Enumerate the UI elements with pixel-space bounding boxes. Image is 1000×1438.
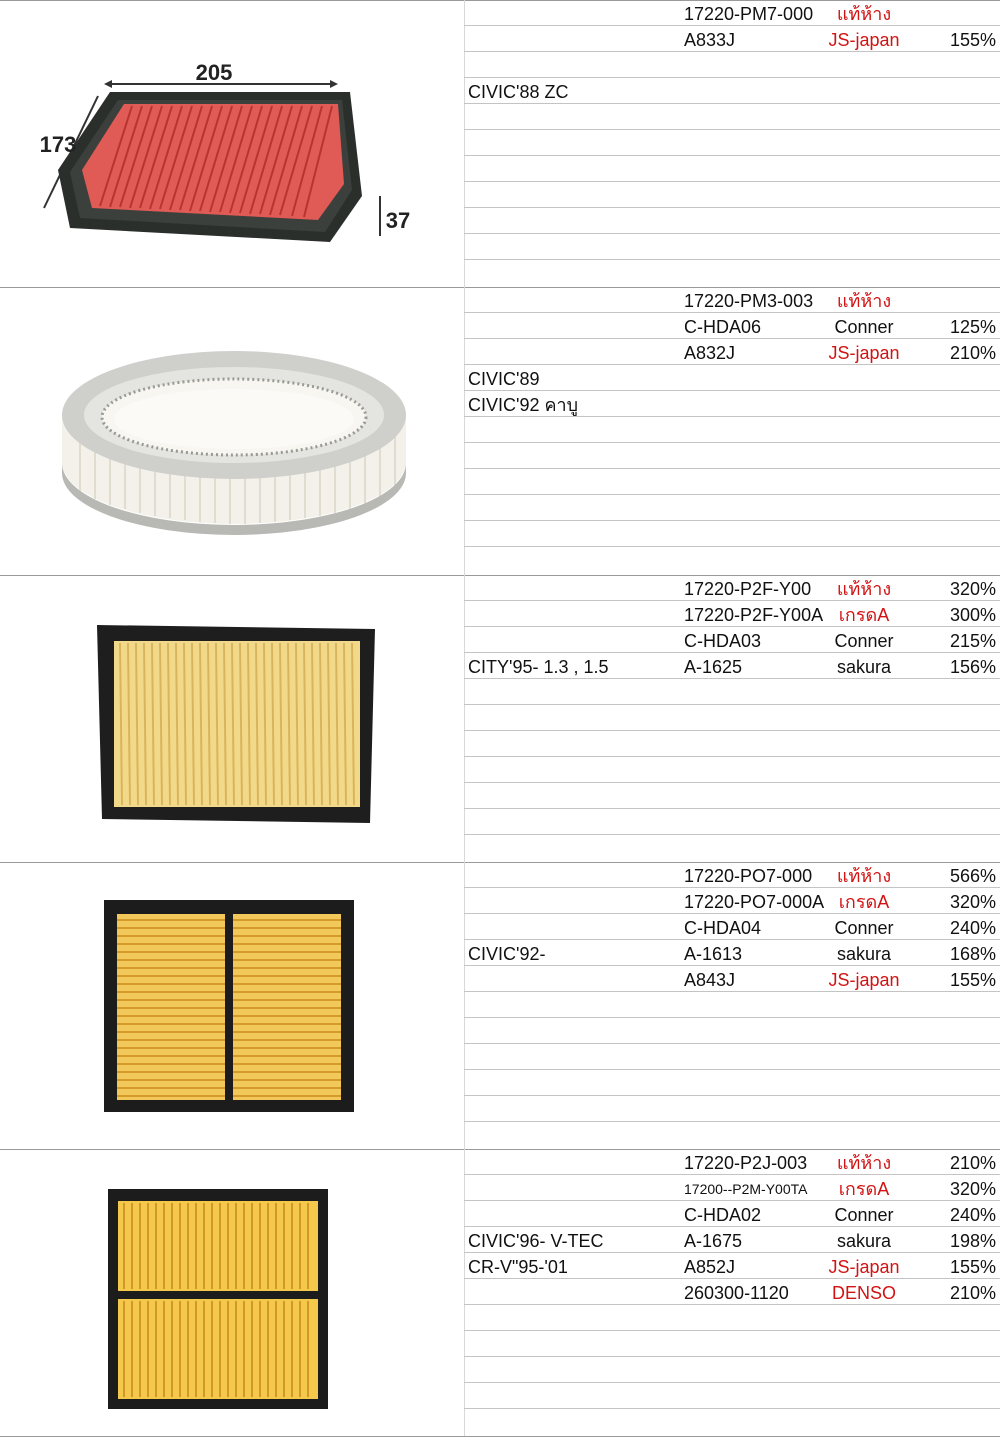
brand-label: แท้ห้าง (836, 4, 892, 24)
part-number: A832J (684, 343, 736, 363)
percent-value: 155% (949, 970, 996, 990)
brand-label: DENSO (831, 1283, 896, 1303)
part-number: A-1625 (684, 657, 743, 677)
percent-value: 155% (949, 1257, 996, 1277)
car-model: CIVIC'88 ZC (468, 82, 569, 102)
brand-label: JS-japan (828, 1257, 900, 1277)
percent-value: 156% (949, 657, 996, 677)
part-number: 17220-P2F-Y00 (684, 579, 812, 599)
part-number: C-HDA02 (684, 1205, 762, 1225)
part-number: 17220-P2F-Y00A (684, 605, 824, 625)
part-number: C-HDA06 (684, 317, 762, 337)
percent-value: 240% (949, 1205, 996, 1225)
percent-value: 300% (949, 605, 996, 625)
percent-value: 320% (949, 1179, 996, 1199)
brand-label: sakura (836, 657, 892, 677)
car-model: CIVIC'92 คาบู (468, 395, 579, 415)
brand-label: Conner (834, 918, 894, 938)
percent-value: 155% (949, 30, 996, 50)
percent-value: 210% (949, 1283, 996, 1303)
parts-table (464, 0, 1000, 288)
percent-value: 210% (949, 1153, 996, 1173)
part-number: 17220-PO7-000A (684, 892, 825, 912)
part-number: 17220-PO7-000 (684, 866, 813, 886)
product-image (0, 287, 463, 575)
car-model: CR-V"95-'01 (468, 1257, 568, 1277)
part-number: A-1613 (684, 944, 743, 964)
product-section-2 (0, 287, 1000, 575)
brand-label: แท้ห้าง (836, 291, 892, 311)
round-air-filter-image (0, 287, 463, 575)
percent-value: 320% (949, 579, 996, 599)
percent-value: 215% (949, 631, 996, 651)
brand-label: JS-japan (828, 30, 900, 50)
product-image (0, 862, 463, 1150)
panel-air-filter-red-image (0, 0, 463, 288)
split-panel-air-filter-image (0, 862, 463, 1150)
parts-table (464, 287, 1000, 575)
brand-label: เกรดA (838, 605, 890, 625)
brand-label: JS-japan (828, 970, 900, 990)
brand-label: Conner (834, 317, 894, 337)
car-model: CITY'95- 1.3 , 1.5 (468, 657, 609, 677)
percent-value: 566% (949, 866, 996, 886)
part-number: 260300-1120 (684, 1283, 789, 1303)
brand-label: แท้ห้าง (836, 579, 892, 599)
percent-value: 320% (949, 892, 996, 912)
part-number: 17220-PM3-003 (684, 291, 814, 311)
dimension-depth-label: 173 (39, 132, 77, 157)
page-bottom-divider (0, 1436, 1000, 1437)
brand-label: Conner (834, 1205, 894, 1225)
percent-value: 168% (949, 944, 996, 964)
part-number: C-HDA03 (684, 631, 762, 651)
part-number: 17220-PM7-000 (684, 4, 814, 24)
brand-label: sakura (836, 1231, 892, 1251)
dimension-height-label: 37 (385, 208, 411, 233)
part-number: 17220-P2J-003 (684, 1153, 808, 1173)
dimension-width-label: 205 (195, 60, 233, 85)
part-number: C-HDA04 (684, 918, 762, 938)
parts-table (464, 575, 1000, 863)
product-image (0, 1149, 463, 1437)
product-image (0, 575, 463, 863)
percent-value: 240% (949, 918, 996, 938)
part-number: A843J (684, 970, 736, 990)
part-number: A833J (684, 30, 736, 50)
brand-label: JS-japan (828, 343, 900, 363)
car-model: CIVIC'89 (468, 369, 540, 389)
split-panel-air-filter-vertical-image (0, 1149, 463, 1437)
brand-label: แท้ห้าง (836, 866, 892, 886)
part-number: A852J (684, 1257, 736, 1277)
brand-label: sakura (836, 944, 892, 964)
percent-value: 198% (949, 1231, 996, 1251)
part-number: A-1675 (684, 1231, 743, 1251)
product-section-1 (0, 0, 1000, 288)
car-model: CIVIC'96- V-TEC (468, 1231, 604, 1251)
brand-label: เกรดA (838, 892, 890, 912)
parts-table (464, 862, 1000, 1150)
car-model: CIVIC'92- (468, 944, 546, 964)
parts-table (464, 1149, 1000, 1437)
percent-value: 125% (949, 317, 996, 337)
part-number: 17200--P2M-Y00TA (684, 1181, 808, 1197)
brand-label: เกรดA (838, 1179, 890, 1199)
brand-label: แท้ห้าง (836, 1153, 892, 1173)
product-image (0, 0, 463, 288)
product-section-4 (0, 862, 1000, 1150)
product-section-5 (0, 1149, 1000, 1437)
percent-value: 210% (949, 343, 996, 363)
product-section-3 (0, 575, 1000, 863)
panel-air-filter-yellow-image (0, 575, 463, 863)
brand-label: Conner (834, 631, 894, 651)
